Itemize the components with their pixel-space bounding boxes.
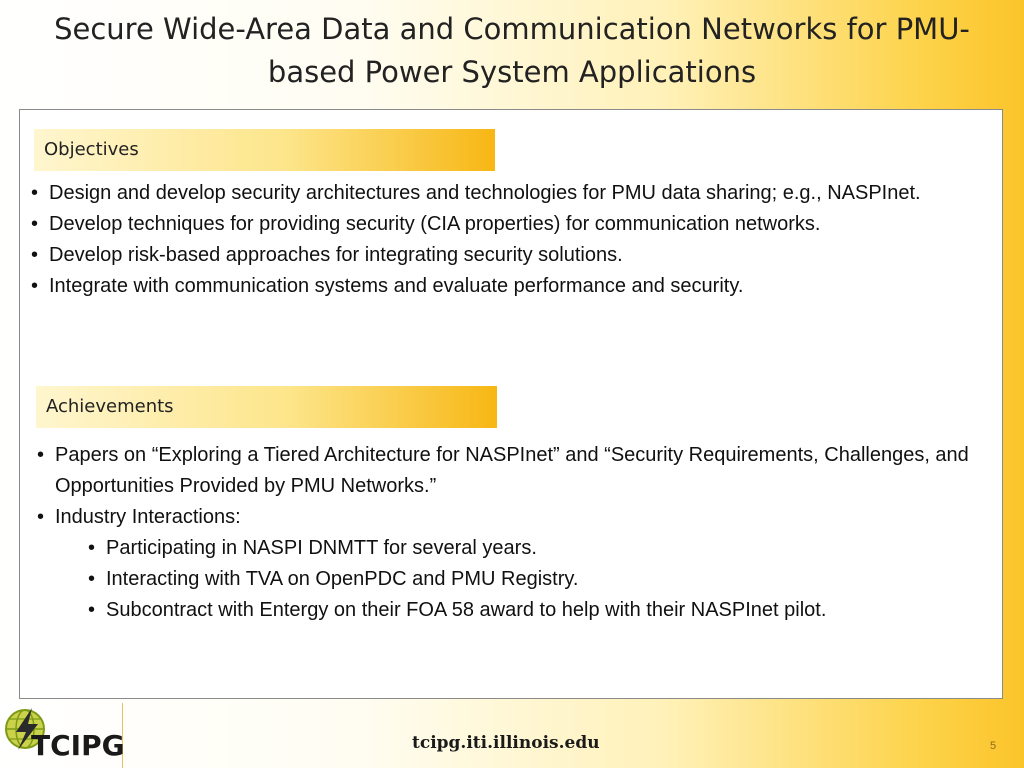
list-item: • Industry Interactions: [33,502,983,533]
tcipg-logo [0,703,123,768]
achievements-header: Achievements [36,386,497,428]
sub-list-item: • Subcontract with Entergy on their FOA 58 award to help with their NASPInet pilot. [84,595,983,626]
objectives-list [27,178,967,302]
footer-url[interactable]: tcipg.iti.illinois.edu [412,733,600,753]
slide-number: 5 [990,740,997,752]
slide-title: Secure Wide-Area Data and Communication Networks for PMU-based Power System Applications [54,12,970,89]
sub-list-item: • Interacting with TVA on OpenPDC and PMU Registry. [84,564,983,595]
list-item: • Integrate with communication systems and evaluate performance and security. [27,271,967,302]
objectives-header: Objectives [34,129,495,171]
list-item: • Develop risk-based approaches for integrating security solutions. [27,240,967,271]
list-item: • Papers on “Exploring a Tiered Architecture for NASPInet” and “Security Requirements, Challenges, and Opportunities Provided by PMU Networks.” [33,440,983,502]
achievements-list [33,440,983,626]
list-item: • Design and develop security architectures and technologies for PMU data sharing; e.g., NASPInet. [27,178,967,209]
sub-list-item: • Participating in NASPI DNMTT for several years. [84,533,983,564]
logo-text: TCIPG [31,729,125,762]
content-box [19,109,1003,699]
list-item: • Develop techniques for providing security (CIA properties) for communication networks. [27,209,967,240]
